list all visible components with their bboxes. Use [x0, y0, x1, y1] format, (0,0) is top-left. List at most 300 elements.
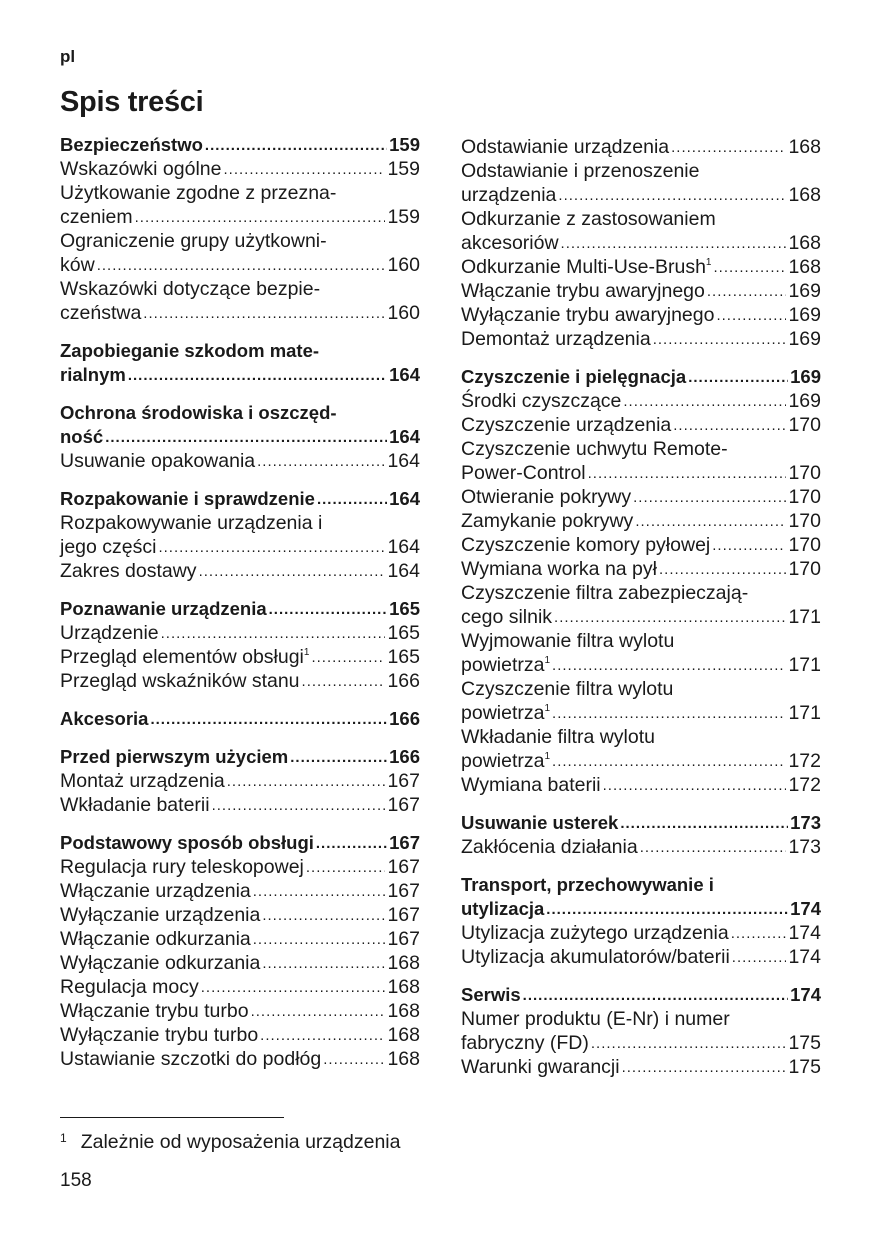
toc-entry-title: [461, 485, 631, 509]
toc-entry[interactable]: [461, 255, 821, 279]
toc-page-number: 168: [387, 1024, 420, 1046]
toc-entry-row: [461, 811, 821, 835]
dot-leader: [653, 329, 787, 351]
toc-entry-title-text: powietrza: [461, 750, 545, 772]
dot-leader: [201, 977, 386, 999]
dot-leader: [588, 463, 787, 485]
toc-page-number: 164: [387, 536, 420, 558]
toc-page-number: 164: [389, 426, 420, 447]
toc-entry-title-text: Włączanie odkurzania: [60, 928, 251, 950]
toc-entry-title: [60, 879, 251, 903]
dot-leader: [640, 837, 787, 859]
toc-entry-title: [60, 707, 148, 731]
toc-entry[interactable]: [461, 207, 821, 255]
toc-entry-title: [461, 255, 711, 279]
toc-entry[interactable]: [461, 581, 821, 629]
toc-page-number: 172: [788, 750, 821, 772]
toc-entry-row: [60, 1047, 420, 1071]
toc-entry-row: [461, 749, 821, 773]
footnote-text: Zależnie od wyposażenia urządzenia: [80, 1131, 401, 1153]
toc-entry-row: [461, 605, 821, 629]
toc-entry-title: [60, 1023, 258, 1047]
dot-leader: [546, 899, 788, 921]
toc-entry-title-text: Utylizacja akumulatorów/baterii: [461, 946, 730, 968]
toc-entry-title: [60, 745, 288, 769]
dot-leader: [262, 905, 385, 927]
dot-leader: [253, 929, 386, 951]
toc-entry[interactable]: [461, 389, 821, 413]
toc-entry-title-text: czeństwa: [60, 302, 142, 324]
toc-entry[interactable]: [60, 999, 420, 1023]
dot-leader: [105, 427, 387, 449]
toc-entry-title: [60, 645, 309, 669]
toc-page-number: 171: [788, 654, 821, 676]
toc-entry[interactable]: [461, 279, 821, 303]
toc-entry-row: [461, 557, 821, 581]
toc-entry-title-text: Podstawowy sposób obsługi: [60, 832, 314, 853]
toc-entry-title-text: Wkładanie baterii: [60, 794, 210, 816]
toc-entry-row: [60, 301, 420, 325]
toc-page-number: 169: [788, 280, 821, 302]
toc-entry-row: [461, 461, 821, 485]
toc-page-number: 173: [788, 836, 821, 858]
toc-entry-title-line: Czyszczenie uchwytu Remote-: [461, 438, 728, 460]
toc-column-left: [60, 133, 420, 1085]
toc-entry[interactable]: [461, 485, 821, 509]
toc-entry-row: [461, 303, 821, 327]
toc-entry-title: [60, 831, 314, 855]
toc-entry-row: [60, 157, 420, 181]
dot-leader: [552, 655, 786, 677]
toc-entry[interactable]: [461, 1055, 821, 1079]
toc-entry-title: [60, 535, 156, 559]
toc-entry-title: [461, 921, 729, 945]
toc-entry-row: [60, 205, 420, 229]
toc-entry[interactable]: [461, 557, 821, 581]
toc-entry-title: [461, 231, 559, 255]
dot-leader: [311, 647, 385, 669]
toc-heading-entry[interactable]: [60, 401, 420, 449]
toc-entry-row: [60, 133, 420, 157]
toc-entry-title: [60, 133, 203, 157]
dot-leader: [251, 1001, 386, 1023]
toc-page-number: 165: [389, 598, 420, 619]
toc-entry-title: [461, 461, 586, 485]
toc-section: [60, 401, 420, 473]
toc-page-number: 164: [387, 450, 420, 472]
toc-entry-title-text: Zakłócenia działania: [461, 836, 638, 858]
toc-entry-title: [461, 835, 638, 859]
toc-entry-title-line: Transport, przechowywanie i: [461, 874, 714, 895]
toc-section: [60, 707, 420, 731]
toc-page-number: 164: [389, 364, 420, 385]
toc-entry[interactable]: [60, 975, 420, 999]
toc-section: [60, 487, 420, 583]
toc-entry[interactable]: [461, 835, 821, 859]
dot-leader: [128, 365, 387, 387]
toc-entry-title-line: Odkurzanie z zastosowaniem: [461, 208, 716, 230]
dot-leader: [158, 537, 385, 559]
toc-entry[interactable]: [461, 945, 821, 969]
toc-entry-row: [461, 945, 821, 969]
dot-leader: [269, 599, 387, 621]
toc-entry-title-text: Wyłączanie odkurzania: [60, 952, 261, 974]
toc-entry-row: [461, 835, 821, 859]
toc-entry-title-text: Poznawanie urządzenia: [60, 598, 267, 619]
toc-entry-title-text: akcesoriów: [461, 232, 559, 254]
footnote: [60, 1131, 400, 1154]
toc-section: [461, 365, 821, 797]
toc-page-number: 168: [387, 976, 420, 998]
toc-heading-entry[interactable]: [60, 597, 420, 621]
toc-entry-row: [60, 975, 420, 999]
toc-entry-title-text: Wskazówki ogólne: [60, 158, 222, 180]
dot-leader: [143, 303, 385, 325]
toc-entry-row: [60, 669, 420, 693]
toc-page-number: 168: [788, 136, 821, 158]
toc-entry[interactable]: [461, 135, 821, 159]
toc-page-number: 173: [790, 812, 821, 833]
toc-entry[interactable]: [461, 773, 821, 797]
toc-entry-title-text: Czyszczenie i pielęgnacja: [461, 366, 687, 387]
toc-entry-title-text: utylizacja: [461, 898, 545, 919]
toc-entry-row: [461, 1031, 821, 1055]
dot-leader: [633, 487, 786, 509]
toc-heading-entry[interactable]: [461, 983, 821, 1007]
toc-entry-title-text: powietrza: [461, 654, 545, 676]
footnote-divider: [60, 1117, 284, 1118]
dot-leader: [716, 305, 786, 327]
toc-entry-title-text: Odstawianie urządzenia: [461, 136, 670, 158]
toc-entry-title-text: Urządzenie: [60, 622, 159, 644]
dot-leader: [591, 1033, 787, 1055]
toc-entry-title: [461, 983, 521, 1007]
toc-entry-row: [461, 327, 821, 351]
toc-entry-row: [60, 769, 420, 793]
toc-entry[interactable]: [60, 157, 420, 181]
toc-entry[interactable]: [461, 921, 821, 945]
toc-entry-title-text: Utylizacja zużytego urządzenia: [461, 922, 729, 944]
toc-page-number: 169: [790, 366, 821, 387]
toc-page-number: 159: [389, 134, 420, 155]
toc-entry[interactable]: [461, 725, 821, 773]
toc-entry[interactable]: [461, 629, 821, 677]
toc-entry-title: [60, 205, 133, 229]
toc-page-number: 166: [389, 708, 420, 729]
toc-entry-row: [60, 597, 420, 621]
toc-entry[interactable]: [60, 879, 420, 903]
toc-section: [60, 133, 420, 325]
dot-leader: [688, 367, 788, 389]
toc-entry-row: [60, 425, 420, 449]
toc-entry-title-text: Wyłączanie urządzenia: [60, 904, 261, 926]
toc-entry-title-line: Ograniczenie grupy użytkowni-: [60, 230, 327, 252]
toc-page-number: 164: [389, 488, 420, 509]
dot-leader: [306, 857, 386, 879]
dot-leader: [253, 881, 386, 903]
toc-page-number: 170: [788, 510, 821, 532]
toc-page-number: 175: [788, 1056, 821, 1078]
toc-entry[interactable]: [60, 277, 420, 325]
toc-page-number: 167: [387, 856, 420, 878]
toc-entry-title: [461, 811, 618, 835]
toc-entry[interactable]: [60, 645, 420, 669]
toc-page-number: 160: [387, 254, 420, 276]
dot-leader: [707, 281, 787, 303]
toc-heading-entry[interactable]: [461, 873, 821, 921]
toc-entry-title-text: Regulacja mocy: [60, 976, 199, 998]
toc-entry-row: [60, 487, 420, 511]
toc-page-number: 167: [387, 770, 420, 792]
toc-page-number: 170: [788, 486, 821, 508]
toc-entry-title-text: Zakres dostawy: [60, 560, 197, 582]
toc-entry-row: [461, 509, 821, 533]
toc-entry-row: [461, 485, 821, 509]
toc-entry-title-line: Użytkowanie zgodne z przezna-: [60, 182, 337, 204]
dot-leader: [290, 747, 387, 769]
toc-entry-row: [461, 921, 821, 945]
toc-heading-entry[interactable]: [60, 487, 420, 511]
toc-heading-entry[interactable]: [60, 133, 420, 157]
toc-section: [461, 135, 821, 351]
toc-entry-title: [60, 793, 210, 817]
dot-leader: [161, 623, 386, 645]
toc-entry-title-line: Odstawianie i przenoszenie: [461, 160, 700, 182]
toc-entry-title-text: Włączanie urządzenia: [60, 880, 251, 902]
toc-page-number: 159: [387, 206, 420, 228]
toc-entry-title-text: Power-Control: [461, 462, 586, 484]
toc-entry[interactable]: [461, 509, 821, 533]
toc-heading-entry[interactable]: [60, 339, 420, 387]
toc-entry-title: [60, 157, 221, 181]
toc-entry-row: [60, 363, 420, 387]
toc-entry-title: [60, 559, 197, 583]
toc-entry-title-text: Usuwanie opakowania: [60, 450, 256, 472]
toc-entry-title-text: czeniem: [60, 206, 133, 228]
toc-entry-title: [461, 135, 669, 159]
toc-entry[interactable]: [461, 437, 821, 485]
toc-entry-row: [461, 897, 821, 921]
toc-page-number: 174: [790, 984, 821, 1005]
dot-leader: [558, 185, 786, 207]
toc-entry-title-text: Usuwanie usterek: [461, 812, 619, 833]
toc-entry-row: [461, 135, 821, 159]
toc-entry-row: [60, 831, 420, 855]
toc-entry-title: [60, 999, 249, 1023]
toc-entry[interactable]: [60, 511, 420, 559]
toc-entry-title: [60, 903, 260, 927]
toc-entry-title-text: rialnym: [60, 364, 126, 385]
toc-entry-title-text: Montaż urządzenia: [60, 770, 225, 792]
toc-entry-title: [60, 253, 95, 277]
toc-entry[interactable]: [60, 793, 420, 817]
toc-entry-title-text: Włączanie trybu awaryjnego: [461, 280, 705, 302]
toc-entry-row: [461, 1055, 821, 1079]
dot-leader: [671, 137, 786, 159]
dot-leader: [323, 1049, 385, 1071]
footnote-mark: 1: [60, 1131, 67, 1145]
toc-entry[interactable]: [461, 159, 821, 207]
toc-entry[interactable]: [60, 1023, 420, 1047]
toc-heading-entry[interactable]: [461, 365, 821, 389]
dot-leader: [713, 257, 786, 279]
toc-entry-title: [461, 605, 552, 629]
toc-entry[interactable]: [60, 927, 420, 951]
toc-entry[interactable]: [60, 855, 420, 879]
toc-entry[interactable]: [461, 303, 821, 327]
toc-page-number: 171: [788, 702, 821, 724]
toc-entry[interactable]: [60, 669, 420, 693]
dot-leader: [150, 709, 387, 731]
toc-entry-row: [461, 701, 821, 725]
toc-entry-title-text: cego silnik: [461, 606, 553, 628]
dot-leader: [659, 559, 786, 581]
toc-entry-title: [461, 701, 550, 725]
toc-entry-row: [60, 745, 420, 769]
toc-page-number: 167: [387, 794, 420, 816]
toc-entry-row: [60, 999, 420, 1023]
dot-leader: [302, 671, 386, 693]
dot-leader: [732, 947, 787, 969]
dot-leader: [620, 813, 788, 835]
toc-page-number: 168: [387, 1048, 420, 1070]
toc-entry-title: [461, 1055, 620, 1079]
toc-page-number: 167: [389, 832, 420, 853]
toc-page-number: 166: [387, 670, 420, 692]
toc-entry-title-text: Bezpieczeństwo: [60, 134, 203, 155]
toc-entry-title: [60, 487, 315, 511]
toc-entry-row: [60, 535, 420, 559]
dot-leader: [552, 703, 786, 725]
toc-entry-title: [461, 653, 550, 677]
toc-entry[interactable]: [461, 1007, 821, 1055]
toc-entry[interactable]: [461, 413, 821, 437]
dot-leader: [554, 607, 786, 629]
toc-entry-row: [461, 365, 821, 389]
toc-entry[interactable]: [461, 677, 821, 725]
toc-entry-title-text: Regulacja rury teleskopowej: [60, 856, 304, 878]
dot-leader: [262, 953, 385, 975]
toc-entry-title-text: Otwieranie pokrywy: [461, 486, 632, 508]
dot-leader: [623, 391, 786, 413]
toc-section: [60, 831, 420, 1071]
toc-entry[interactable]: [60, 1047, 420, 1071]
toc-entry-row: [60, 559, 420, 583]
toc-page-number: 170: [788, 462, 821, 484]
toc-entry[interactable]: [60, 903, 420, 927]
footnote-reference: 1: [705, 257, 712, 268]
toc-page-number: 174: [790, 898, 821, 919]
toc-entry-row: [461, 279, 821, 303]
dot-leader: [135, 207, 386, 229]
toc-entry-row: [60, 927, 420, 951]
dot-leader: [673, 415, 786, 437]
toc-entry-row: [461, 183, 821, 207]
dot-leader: [227, 771, 386, 793]
toc-entry-title: [60, 425, 103, 449]
language-code: pl: [60, 47, 76, 66]
dot-leader: [199, 561, 386, 583]
toc-entry-title: [60, 769, 225, 793]
toc-entry-title: [461, 279, 705, 303]
toc-page-number: 159: [387, 158, 420, 180]
dot-leader: [622, 1057, 787, 1079]
toc-entry-title-text: Warunki gwarancji: [461, 1056, 620, 1078]
toc-entry[interactable]: [60, 951, 420, 975]
dot-leader: [552, 751, 786, 773]
toc-section: [461, 811, 821, 859]
toc-entry-title-text: Wyłączanie trybu turbo: [60, 1024, 259, 1046]
toc-page-number: 170: [788, 414, 821, 436]
dot-leader: [712, 535, 786, 557]
toc-heading-entry[interactable]: [60, 831, 420, 855]
toc-entry-title-text: Demontaż urządzenia: [461, 328, 651, 350]
toc-entry-title: [60, 597, 267, 621]
toc-entry[interactable]: [60, 769, 420, 793]
dot-leader: [523, 985, 788, 1007]
toc-entry[interactable]: [60, 449, 420, 473]
footnote-reference: 1: [303, 647, 310, 658]
toc-entry-row: [60, 449, 420, 473]
page-title: Spis treści: [60, 86, 204, 118]
toc-page-number: 168: [788, 184, 821, 206]
toc-entry-title: [461, 773, 601, 797]
toc-entry-title-text: Odkurzanie Multi-Use-Brush: [461, 256, 706, 278]
toc-entry-row: [60, 707, 420, 731]
toc-heading-entry[interactable]: [60, 707, 420, 731]
toc-entry-title-text: Rozpakowanie i sprawdzenie: [60, 488, 315, 509]
toc-page-number: 160: [387, 302, 420, 324]
toc-entry-title-line: Zapobieganie szkodom mate-: [60, 340, 320, 361]
toc-heading-entry[interactable]: [461, 811, 821, 835]
dot-leader: [603, 775, 787, 797]
dot-leader: [316, 833, 387, 855]
toc-page-number: 164: [387, 560, 420, 582]
toc-entry[interactable]: [60, 229, 420, 277]
toc-page-number: 168: [387, 1000, 420, 1022]
toc-page-number: 167: [387, 928, 420, 950]
toc-heading-entry[interactable]: [60, 745, 420, 769]
toc-entry-title: [60, 975, 199, 999]
toc-entry[interactable]: [461, 327, 821, 351]
toc-entry-title: [461, 533, 710, 557]
toc-entry-row: [60, 1023, 420, 1047]
toc-entry-title-text: ność: [60, 426, 104, 447]
toc-entry[interactable]: [60, 181, 420, 229]
toc-entry-row: [461, 773, 821, 797]
dot-leader: [212, 795, 386, 817]
dot-leader: [731, 923, 787, 945]
toc-entry-title: [60, 951, 260, 975]
toc-page-number: 167: [387, 904, 420, 926]
toc-entry[interactable]: [60, 559, 420, 583]
toc-entry-title-line: Rozpakowywanie urządzenia i: [60, 512, 323, 534]
toc-entry-title: [461, 897, 544, 921]
toc-page-number: 165: [387, 622, 420, 644]
toc-page-number: 171: [788, 606, 821, 628]
toc-page-number: 174: [788, 922, 821, 944]
toc-entry-title-text: Przegląd elementów obsługi: [60, 646, 304, 668]
toc-entry-title-text: Czyszczenie komory pyłowej: [461, 534, 711, 556]
toc-entry-row: [60, 621, 420, 645]
toc-entry-title: [461, 1031, 589, 1055]
toc-entry-row: [60, 855, 420, 879]
toc-entry[interactable]: [60, 621, 420, 645]
toc-entry-title-text: Serwis: [461, 984, 521, 1005]
toc-entry-title: [60, 621, 159, 645]
toc-entry[interactable]: [461, 533, 821, 557]
dot-leader: [317, 489, 387, 511]
